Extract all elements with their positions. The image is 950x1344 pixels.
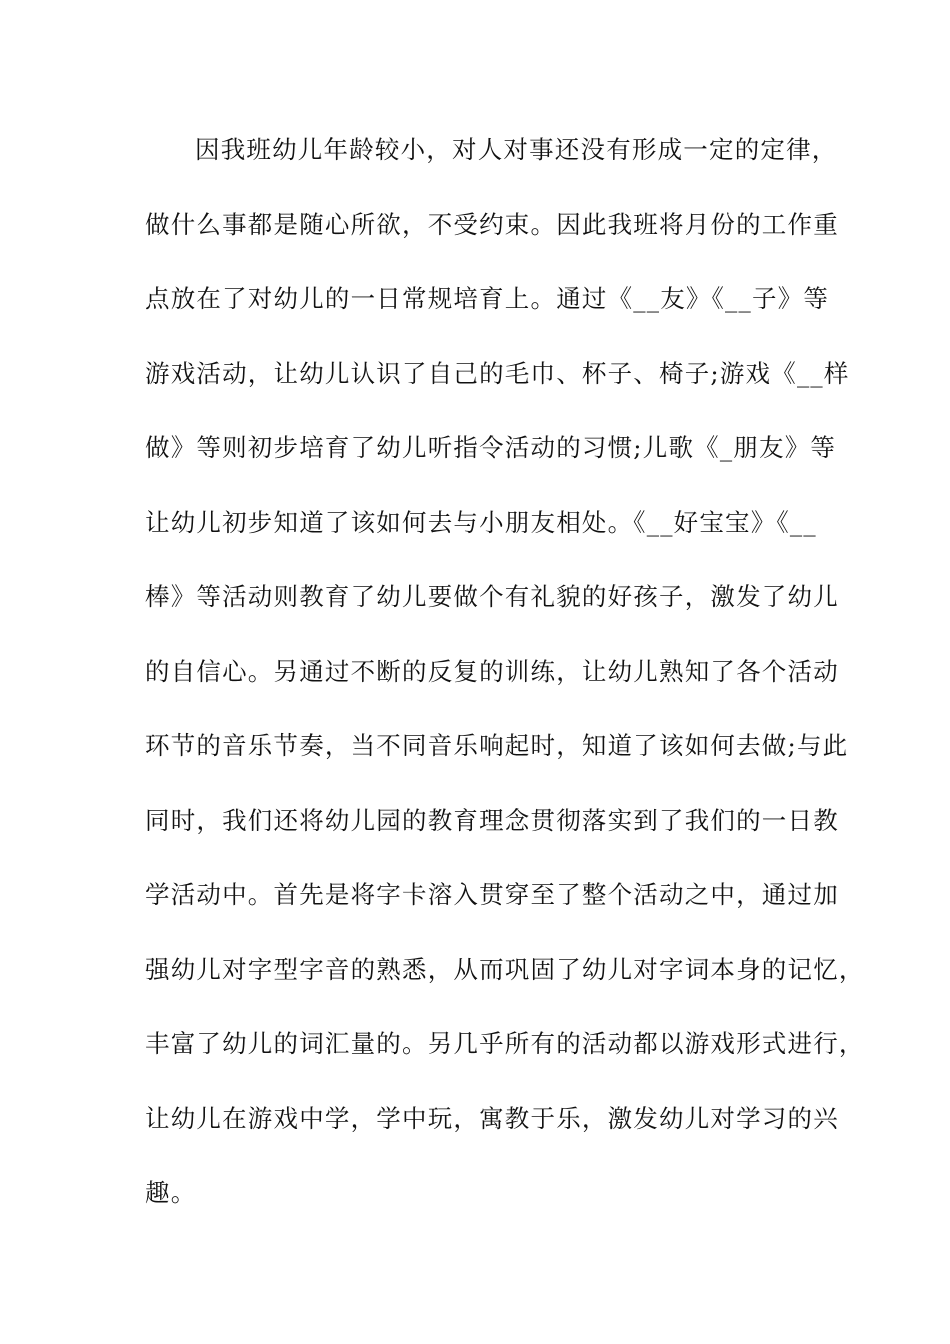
paragraph-line: 趣。 xyxy=(145,1178,197,1207)
paragraph-line: 点放在了对幼儿的一日常规培育上。通过《__友》《__子》等 xyxy=(145,284,830,313)
paragraph-line: 棒》等活动则教育了幼儿要做个有礼貌的好孩子，激发了幼儿 xyxy=(145,582,839,611)
paragraph-line: 做》等则初步培育了幼儿听指令活动的习惯;儿歌《_朋友》等 xyxy=(145,433,837,462)
body-paragraph xyxy=(145,125,865,1243)
paragraph-line: 学活动中。首先是将字卡溶入贯穿至了整个活动之中，通过加 xyxy=(145,880,839,909)
paragraph-line: 让幼儿在游戏中学，学中玩，寓教于乐，激发幼儿对学习的兴 xyxy=(145,1103,839,1133)
paragraph-line: 游戏活动，让幼儿认识了自己的毛巾、杯子、椅子;游戏《__样 xyxy=(145,358,850,388)
paragraph-line: 强幼儿对字型字音的熟悉，从而巩固了幼儿对字词本身的记忆， xyxy=(145,954,865,984)
paragraph-line: 做什么事都是随心所欲，不受约束。因此我班将月份的工作重 xyxy=(145,209,839,239)
paragraph-line: 丰富了幼儿的词汇量的。另几乎所有的活动都以游戏形式进行， xyxy=(145,1029,865,1058)
paragraph-line: 同时，我们还将幼儿园的教育理念贯彻落实到了我们的一日教 xyxy=(145,805,839,835)
paragraph-line: 因我班幼儿年龄较小，对人对事还没有形成一定的定律， xyxy=(195,135,838,164)
paragraph-line: 的自信心。另通过不断的反复的训练，让幼儿熟知了各个活动 xyxy=(145,656,839,686)
paragraph-line: 环节的音乐节奏，当不同音乐响起时，知道了该如何去做;与此 xyxy=(145,731,849,760)
paragraph-line: 让幼儿初步知道了该如何去与小朋友相处。《__好宝宝》《__ xyxy=(145,507,817,537)
